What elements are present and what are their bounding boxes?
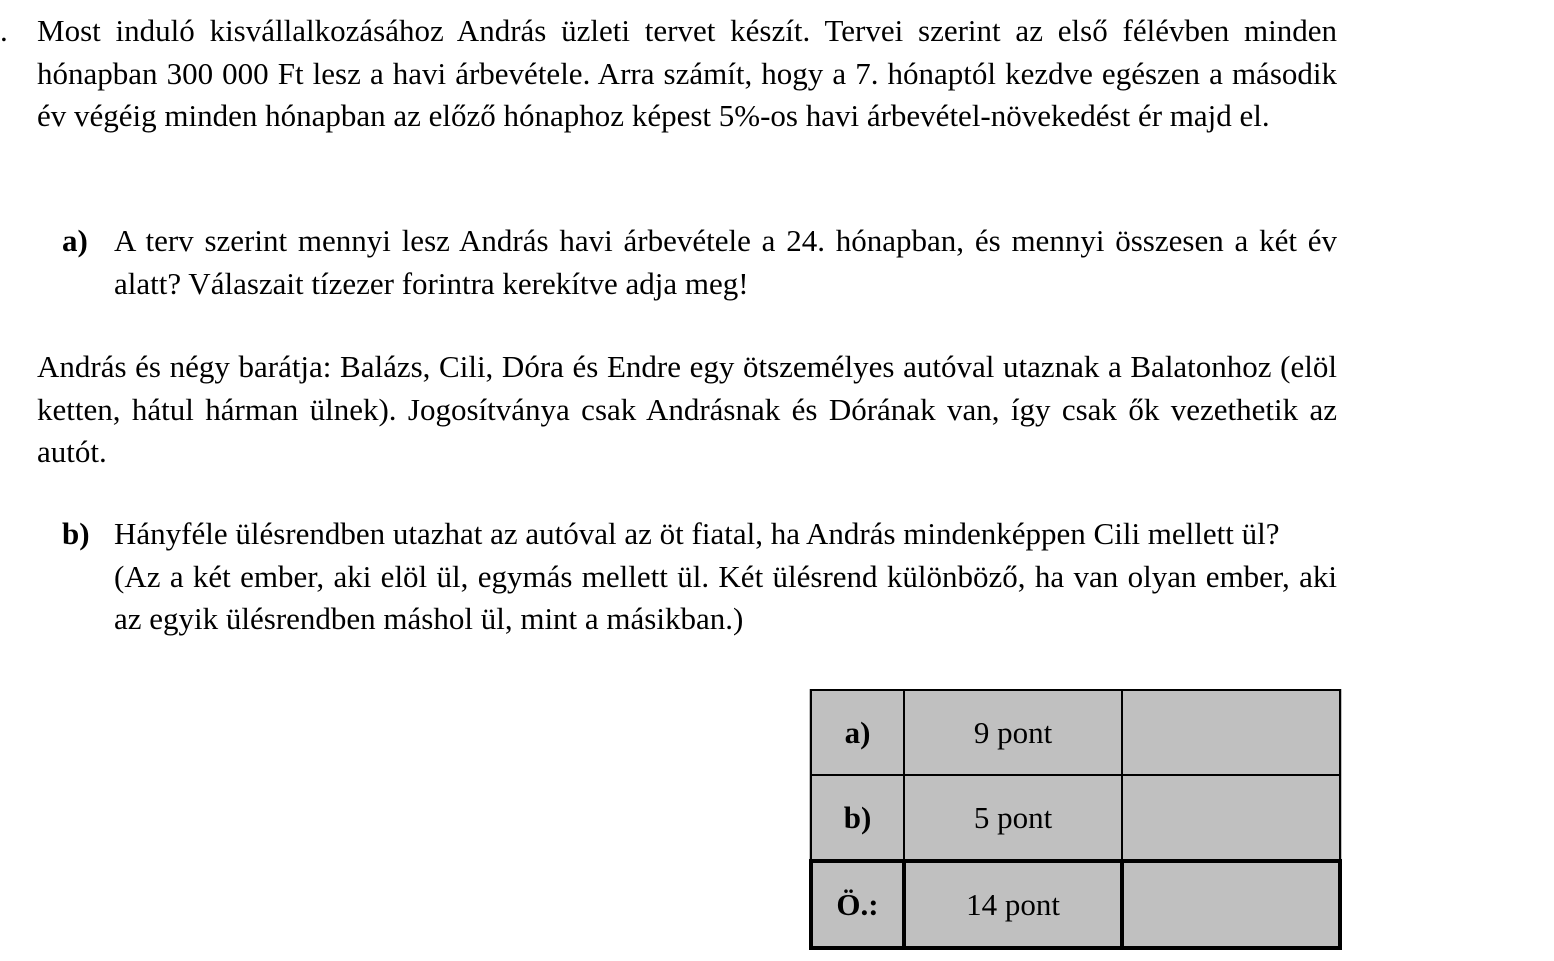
part-b-note: (Az a két ember, aki elöl ül, egymás mellett ül. Két ülésrend különböző, ha van olyan ember, aki az egyik ülésrendben máshol ül, mint a másikban.) (114, 558, 1337, 636)
part-b (62, 513, 1337, 641)
score-row-b (811, 775, 1340, 861)
score-row-earned-cell[interactable] (1122, 690, 1340, 775)
part-a-label: a) (62, 223, 88, 258)
score-row-label: Ö.: (811, 861, 904, 948)
score-row-points: 5 pont (904, 775, 1122, 861)
score-row-points: 9 pont (904, 690, 1122, 775)
problem-context: András és négy barátja: Balázs, Cili, Dóra és Endre egy ötszemélyes autóval utaznak a Balatonhoz (elöl ketten, hátul hárman ülnek). Jogosítványa csak Andrásnak és Dórának van, így csak ők vezethetik az autót. (37, 349, 1337, 469)
score-row-earned-cell[interactable] (1122, 775, 1340, 861)
score-table (809, 689, 1342, 950)
problem-number-marker: . (0, 13, 8, 48)
part-b-label: b) (62, 516, 90, 551)
score-row-earned-cell[interactable] (1122, 861, 1340, 948)
score-row-total (811, 861, 1340, 948)
score-row-label: a) (811, 690, 904, 775)
score-row-points: 14 pont (904, 861, 1122, 948)
part-b-question: Hányféle ülésrendben utazhat az autóval az öt fiatal, ha András mindenképpen Cili mellett ül? (114, 516, 1280, 551)
part-a (62, 220, 1337, 305)
problem-intro: Most induló kisvállalkozásához András üzleti tervet készít. Tervei szerint az első félévben minden hónapban 300 000 Ft lesz a havi árbevétele. Arra számít, hogy a 7. hónaptól kezdve egészen a második év végéig minden hónapban az előző hónaphoz képest 5%-os havi árbevétel-növekedést ér majd el. (37, 13, 1337, 133)
score-row-a (811, 690, 1340, 775)
score-row-label: b) (811, 775, 904, 861)
part-a-question: A terv szerint mennyi lesz András havi árbevétele a 24. hónapban, és mennyi összesen a két év alatt? Válaszait tízezer forintra kerekítve adja meg! (114, 223, 1337, 301)
